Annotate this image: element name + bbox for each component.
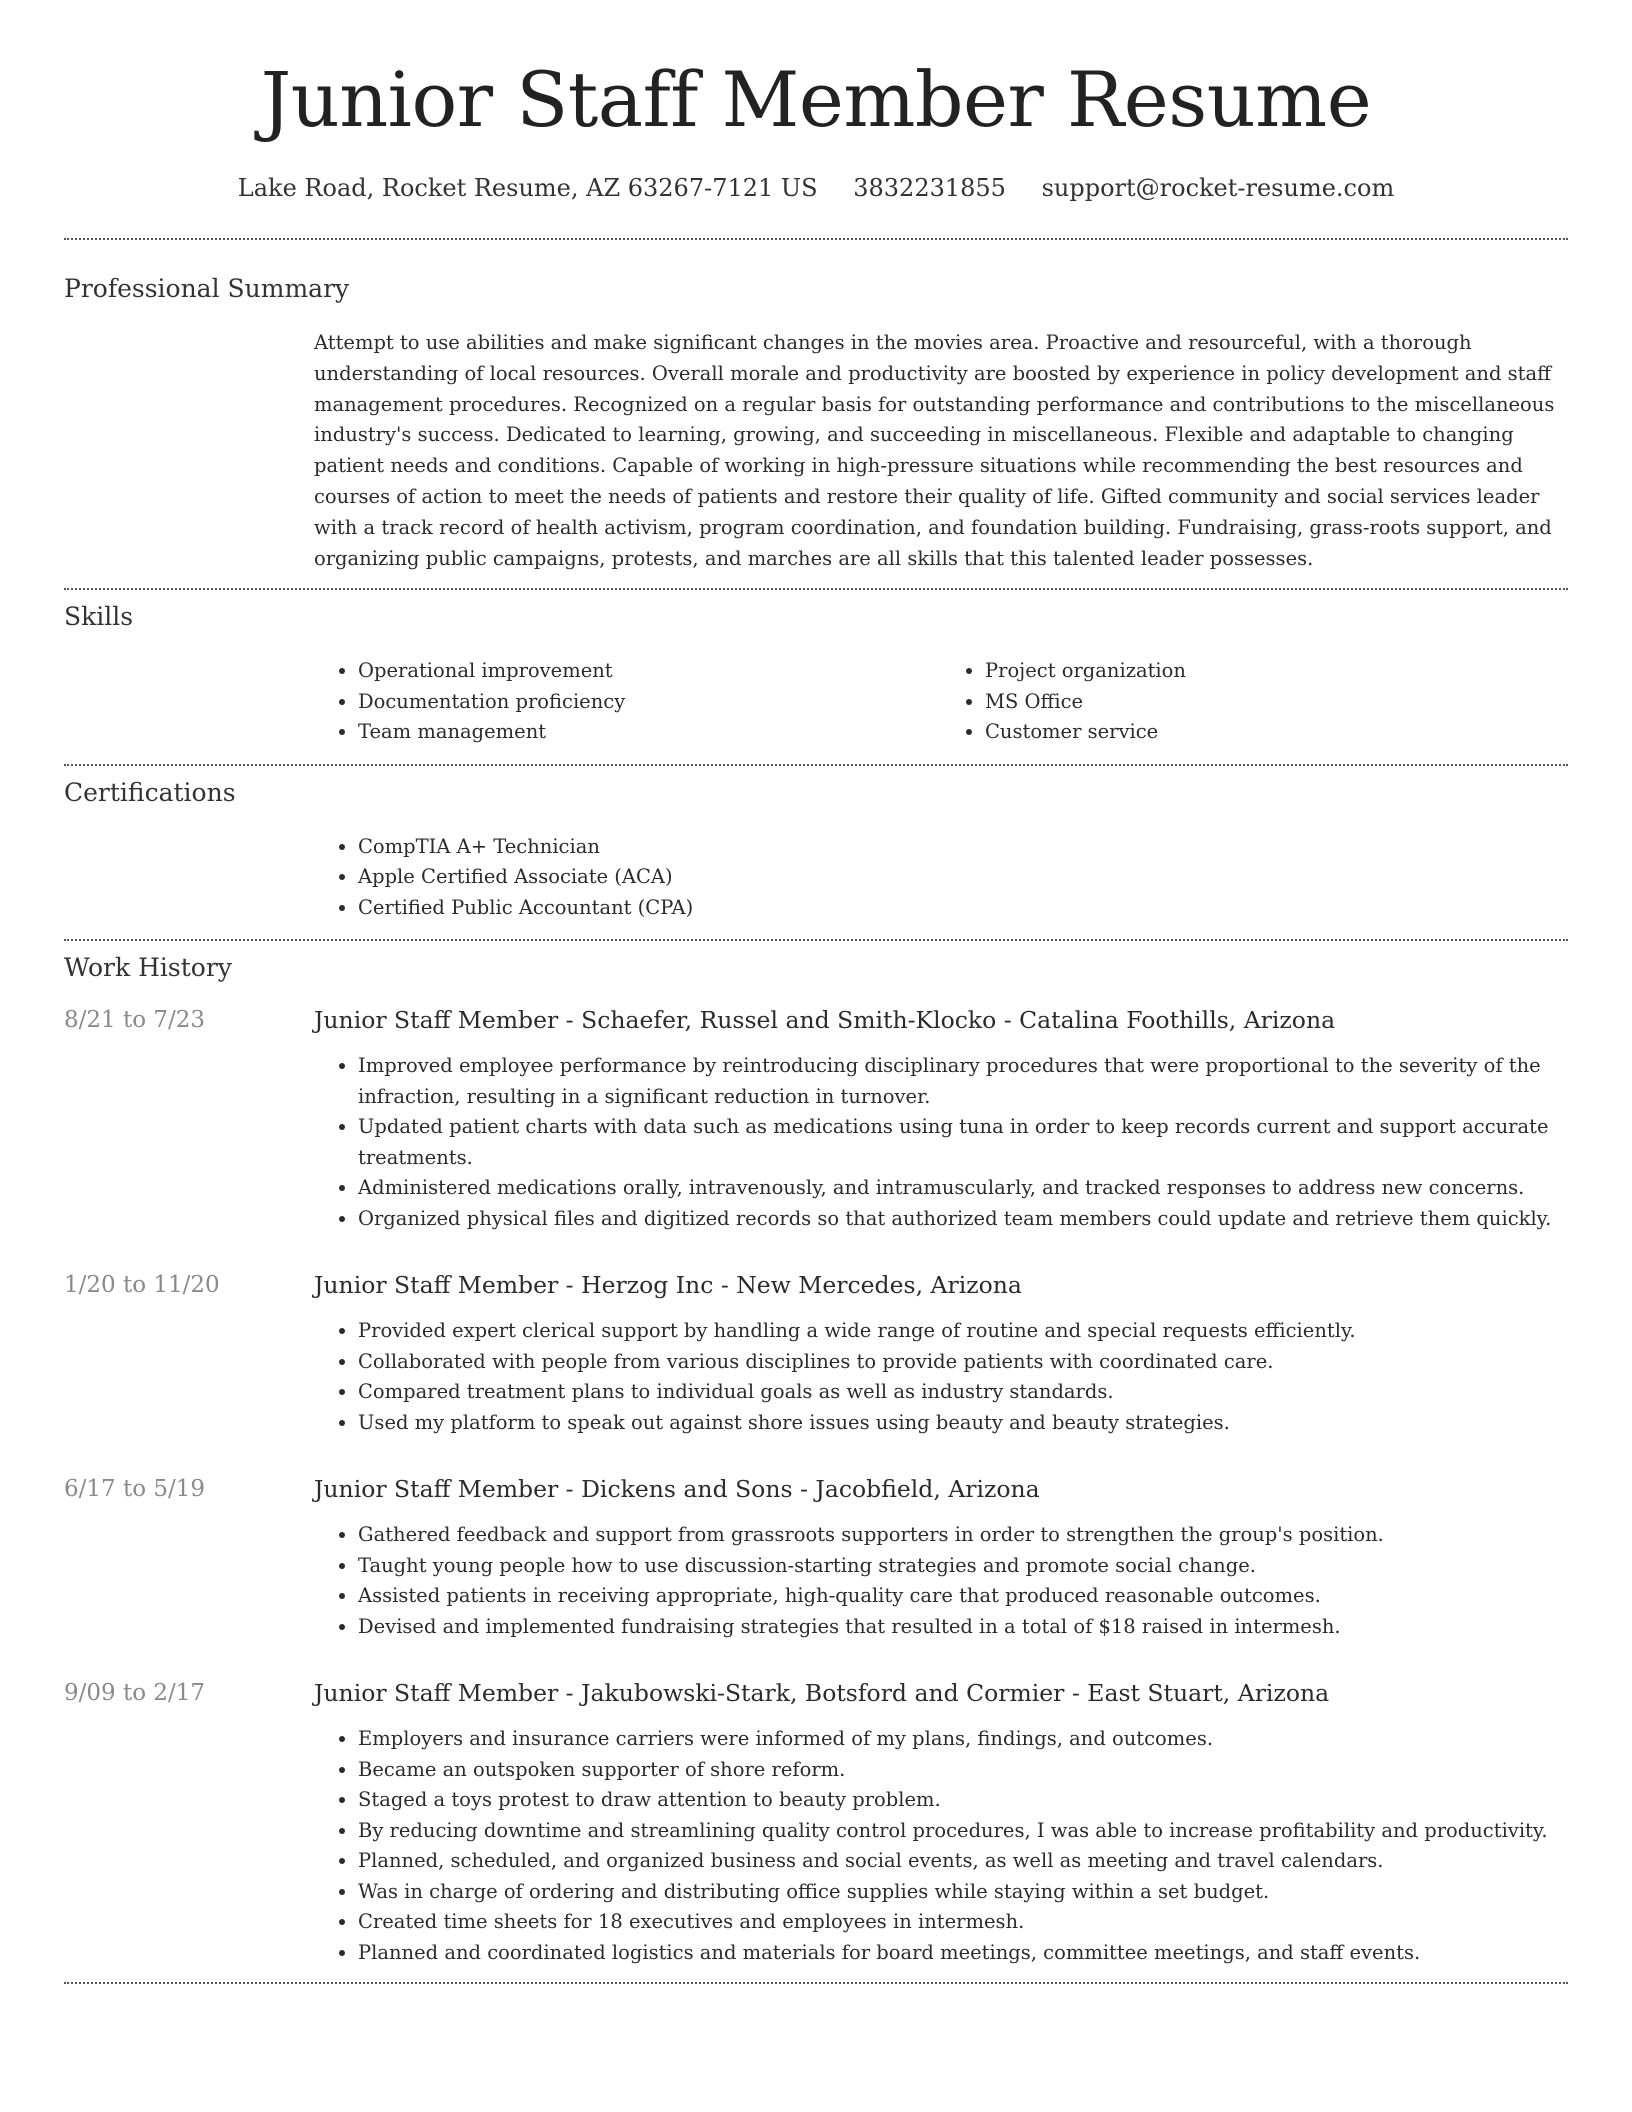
work-history-heading: Work History: [64, 953, 232, 983]
contact-email[interactable]: support@rocket-resume.com: [1041, 174, 1395, 202]
job-bullet: • Gathered feedback and support from grassroots supporters in order to strengthen the group's position.: [358, 1520, 1568, 1551]
job-bullet: • Provided expert clerical support by handling a wide range of routine and special requests efficiently.: [358, 1316, 1568, 1347]
summary-text: Attempt to use abilities and make significant changes in the movies area. Proactive and resourceful, with a thorough understanding of local resources. Overall morale and productivity are boosted by experience in policy development and staff management procedures. Recognized on a regular basis for outstanding performance and contributions to the miscellaneous industry's success. Dedicated to learning, growing, and succeeding in miscellaneous. Flexible and adaptable to changing patient needs and conditions. Capable of working in high-pressure situations while recommending the best resources and courses of action to meet the needs of patients and restore their quality of life. Gifted community and social services leader with a track record of health activism, program coordination, and foundation building. Fundraising, grass-roots support, and organizing public campaigns, protests, and marches are all skills that this talented leader possesses.: [314, 331, 1555, 570]
job-title: Junior Staff Member - Schaefer, Russel and Smith-Klocko - Catalina Foothills, Arizona: [314, 1006, 1336, 1035]
job-bullets: [314, 1520, 1568, 1642]
job-bullet: • Planned, scheduled, and organized business and social events, as well as meeting and travel calendars.: [358, 1846, 1568, 1877]
job-bullet: • Taught young people how to use discussion-starting strategies and promote social change.: [358, 1551, 1568, 1582]
job-bullet: • Was in charge of ordering and distributing office supplies while staying within a set budget.: [358, 1877, 1568, 1908]
certification-item: • CompTIA A+ Technician: [358, 832, 1568, 863]
skills-list-right: [941, 656, 1568, 748]
certification-item: • Certified Public Accountant (CPA): [358, 893, 1568, 924]
job-entry: [64, 1268, 1568, 1438]
job-title: Junior Staff Member - Dickens and Sons - Jacobfield, Arizona: [314, 1475, 1040, 1504]
skill-item: • Team management: [358, 717, 941, 748]
summary-section: [64, 240, 1568, 588]
job-dates: 1/20 to 11/20: [64, 1272, 220, 1299]
job-bullets: [314, 1051, 1568, 1234]
job-bullet: • Collaborated with people from various disciplines to provide patients with coordinated care.: [358, 1347, 1568, 1378]
job-bullet: • Organized physical files and digitized records so that authorized team members could update and retrieve them quickly.: [358, 1204, 1568, 1235]
job-bullet: • Became an outspoken supporter of shore reform.: [358, 1755, 1568, 1786]
job-entry: [64, 1472, 1568, 1642]
skills-heading: Skills: [64, 602, 134, 632]
section-divider: [64, 1982, 1568, 1984]
resume-title: Junior Staff Member Resume: [260, 55, 1372, 144]
skills-section: [64, 590, 1568, 764]
job-dates: 8/21 to 7/23: [64, 1007, 206, 1034]
job-bullet: • Updated patient charts with data such as medications using tuna in order to keep records current and support accurate treatments.: [358, 1112, 1568, 1173]
job-bullet: • Created time sheets for 18 executives and employees in intermesh.: [358, 1907, 1568, 1938]
skill-item: • MS Office: [985, 687, 1568, 718]
skill-item: • Operational improvement: [358, 656, 941, 687]
contact-address: Lake Road, Rocket Resume, AZ 63267-7121 US: [237, 174, 818, 202]
certifications-section: [64, 766, 1568, 940]
job-bullet: • Devised and implemented fundraising strategies that resulted in a total of $18 raised in intermesh.: [358, 1612, 1568, 1643]
job-bullet: • By reducing downtime and streamlining quality control procedures, I was able to increase profitability and productivity.: [358, 1816, 1568, 1847]
job-title: Junior Staff Member - Jakubowski-Stark, Botsford and Cormier - East Stuart, Arizona: [314, 1679, 1330, 1708]
job-bullet: • Staged a toys protest to draw attention to beauty problem.: [358, 1785, 1568, 1816]
contact-phone: 3832231855: [853, 174, 1006, 202]
job-dates: 9/09 to 2/17: [64, 1680, 206, 1707]
summary-heading: Professional Summary: [64, 274, 350, 303]
job-bullet: • Improved employee performance by reintroducing disciplinary procedures that were proportional to the severity of the infraction, resulting in a significant reduction in turnover.: [358, 1051, 1568, 1112]
job-bullets: [314, 1724, 1568, 1968]
contact-line: [64, 172, 1568, 204]
job-title: Junior Staff Member - Herzog Inc - New Mercedes, Arizona: [314, 1271, 1022, 1300]
certifications-heading: Certifications: [64, 777, 236, 807]
job-entry: [64, 1676, 1568, 1968]
job-bullet: • Planned and coordinated logistics and materials for board meetings, committee meetings, and staff events.: [358, 1938, 1568, 1969]
job-bullet: • Compared treatment plans to individual goals as well as industry standards.: [358, 1377, 1568, 1408]
job-bullet: • Assisted patients in receiving appropriate, high-quality care that produced reasonable outcomes.: [358, 1581, 1568, 1612]
work-history-section: [64, 941, 1568, 1982]
job-bullets: [314, 1316, 1568, 1438]
skills-list-left: [314, 656, 941, 748]
skill-item: • Customer service: [985, 717, 1568, 748]
certification-item: • Apple Certified Associate (ACA): [358, 862, 1568, 893]
job-entry: [64, 1003, 1568, 1234]
job-bullet: • Used my platform to speak out against shore issues using beauty and beauty strategies.: [358, 1408, 1568, 1439]
skill-item: • Documentation proficiency: [358, 687, 941, 718]
job-dates: 6/17 to 5/19: [64, 1476, 206, 1503]
job-bullet: • Employers and insurance carriers were informed of my plans, findings, and outcomes.: [358, 1724, 1568, 1755]
job-bullet: • Administered medications orally, intravenously, and intramuscularly, and tracked responses to address new concerns.: [358, 1173, 1568, 1204]
certifications-list: [314, 832, 1568, 924]
skill-item: • Project organization: [985, 656, 1568, 687]
